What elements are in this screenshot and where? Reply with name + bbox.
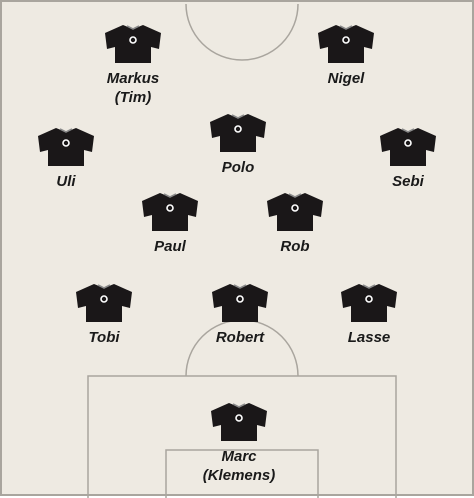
football-shirt-icon	[266, 191, 324, 231]
football-shirt-icon	[141, 191, 199, 231]
player-uli[interactable]	[6, 126, 126, 191]
player-robert[interactable]	[180, 282, 300, 347]
player-name: Robert	[215, 329, 265, 346]
football-shirt-icon	[104, 23, 162, 63]
top-center-circle-arc	[186, 4, 298, 60]
player-marc[interactable]	[179, 401, 299, 485]
player-nigel[interactable]	[286, 23, 406, 88]
player-name: Paul	[154, 238, 186, 255]
football-shirt-icon	[379, 126, 437, 166]
player-name: Rob	[280, 238, 310, 255]
player-polo[interactable]	[178, 112, 298, 177]
player-name: Sebi	[392, 173, 424, 190]
player-lasse[interactable]	[309, 282, 429, 347]
player-name: Nigel	[327, 70, 365, 87]
football-shirt-icon	[317, 23, 375, 63]
football-shirt-icon	[37, 126, 95, 166]
football-shirt-icon	[209, 112, 267, 152]
player-markus[interactable]	[73, 23, 193, 107]
football-shirt-icon	[211, 282, 269, 322]
player-rob[interactable]	[235, 191, 355, 256]
player-name: Polo	[221, 159, 255, 176]
football-shirt-icon	[210, 401, 268, 441]
player-name: Marc (Klemens)	[202, 448, 276, 484]
player-name: Lasse	[347, 329, 391, 346]
player-name: Tobi	[88, 329, 120, 346]
football-shirt-icon	[75, 282, 133, 322]
player-sebi[interactable]	[348, 126, 468, 191]
player-name: Markus (Tim)	[106, 70, 160, 106]
football-shirt-icon	[340, 282, 398, 322]
player-paul[interactable]	[110, 191, 230, 256]
player-tobi[interactable]	[44, 282, 164, 347]
player-name: Uli	[56, 173, 76, 190]
